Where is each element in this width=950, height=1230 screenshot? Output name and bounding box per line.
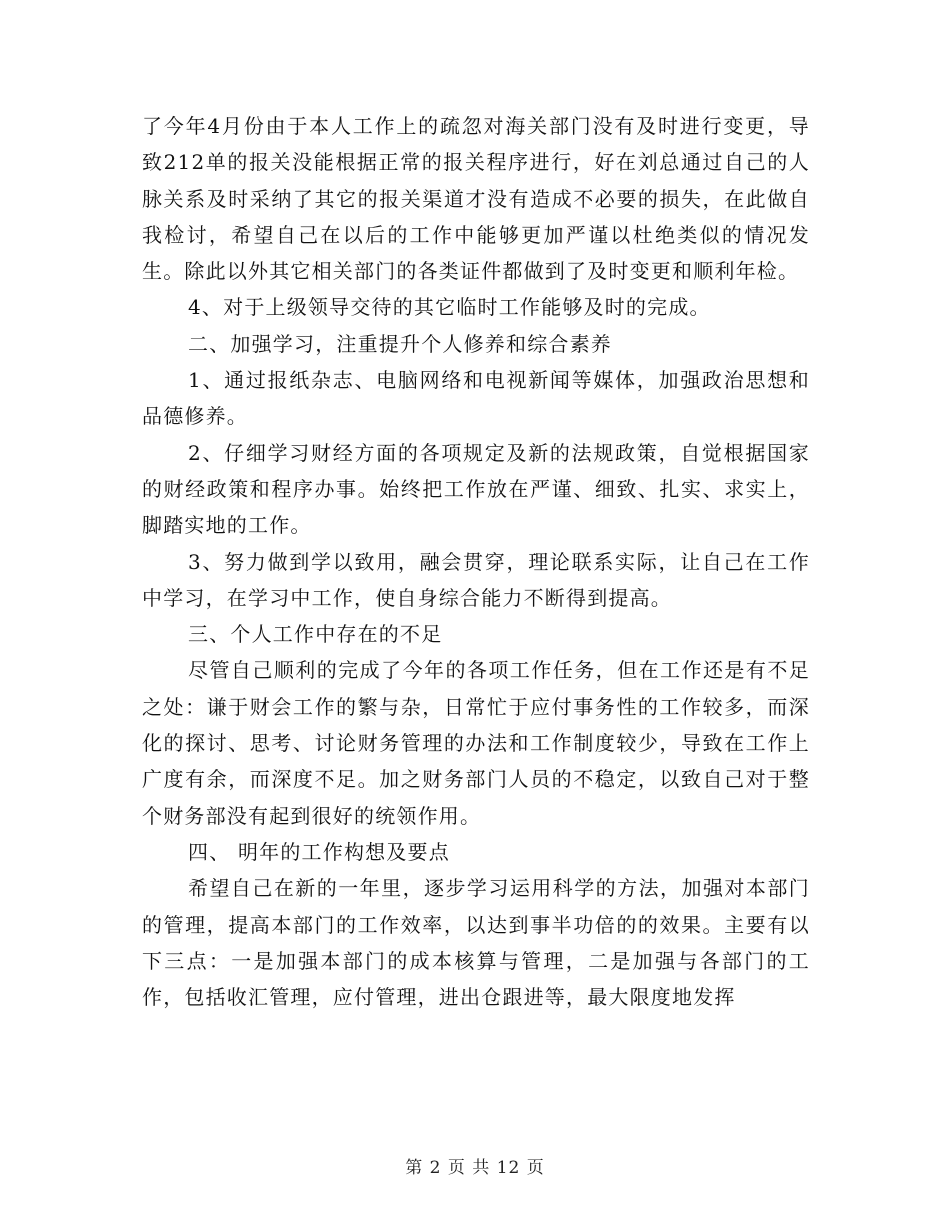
paragraph-shortcomings: 尽管自己顺利的完成了今年的各项工作任务，但在工作还是有不足之处：谦于财会工作的繁与杂，日常忙于应付事务性的工作较多，而深化的探讨、思考、讨论财务管理的办法和工作制度较少，导致在工作上广度有余，而深度不足。加之财务部门人员的不稳定，以致自己对于整个财务部没有起到很好的统领作用。 [142,658,810,828]
section-heading-3: 三、个人工作中存在的不足 [188,622,443,647]
section-heading-2: 二、加强学习，注重提升个人修养和综合素养 [188,331,612,356]
page-number-footer: 第 2 页 共 12 页 [405,1158,545,1178]
paragraph-item-4: 4、对于上级领导交待的其它临时工作能够及时的完成。 [188,295,711,320]
paragraph-plans: 希望自己在新的一年里，逐步学习运用科学的方法，加强对本部门的管理，提高本部门的工作效率，以达到事半功倍的的效果。主要有以下三点：一是加强本部门的成本核算与管理，二是加强与各部门的工作，包括收汇管理，应付管理，进出仓跟进等，最大限度地发挥 [142,876,810,1010]
paragraph-study-3: 3、努力做到学以致用，融会贯穿，理论联系实际，让自己在工作中学习，在学习中工作，使自身综合能力不断得到提高。 [142,549,810,610]
paragraph-customs-issue: 了今年4月份由于本人工作上的疏忽对海关部门没有及时进行变更，导致212单的报关没能根据正常的报关程序进行，好在刘总通过自己的人脉关系及时采纳了其它的报关渠道才没有造成不必要的损失，在此做自我检讨，希望自己在以后的工作中能够更加严谨以杜绝类似的情况发生。除此以外其它相关部门的各类证件都做到了及时变更和顺利年检。 [142,114,810,284]
paragraph-study-2: 2、仔细学习财经方面的各项规定及新的法规政策，自觉根据国家的财经政策和程序办事。始终把工作放在严谨、细致、扎实、求实上，脚踏实地的工作。 [142,440,810,538]
section-heading-4: 四、 明年的工作构想及要点 [188,839,450,864]
paragraph-study-1: 1、通过报纸杂志、电脑网络和电视新闻等媒体，加强政治思想和品德修养。 [142,368,810,429]
document-body [142,108,810,1015]
